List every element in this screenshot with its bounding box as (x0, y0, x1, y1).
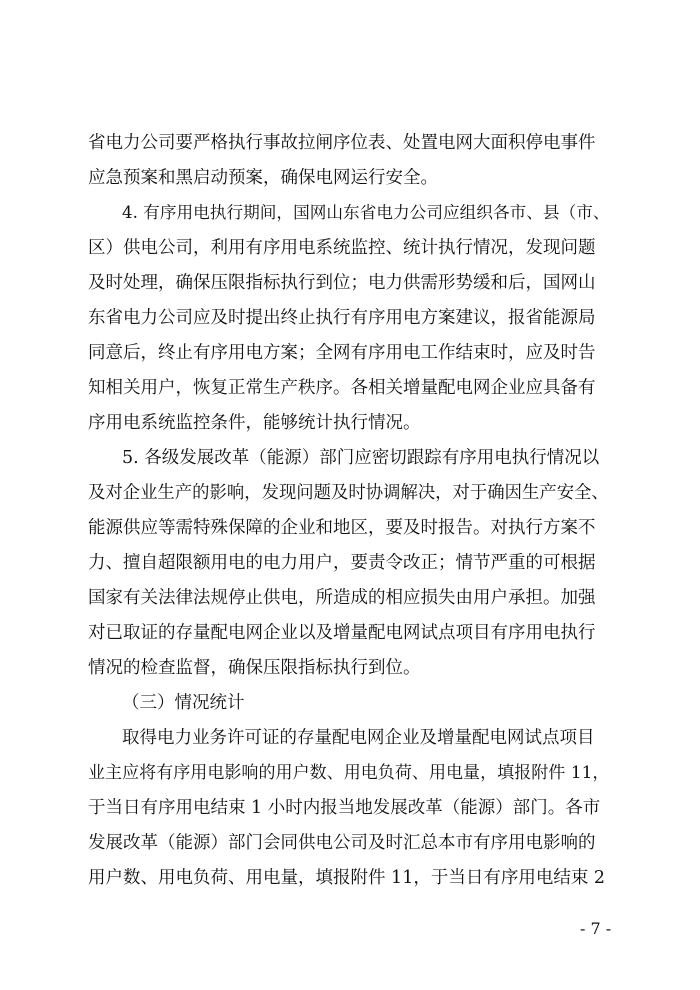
section-heading: （三）情况统计 (122, 693, 245, 713)
text-line: 力、擅自超限额用电的电力用户，要责令改正；情节严重的可根据 (88, 553, 596, 573)
text-line: 东省电力公司应及时提出终止执行有序用电方案建议，报省能源局 (88, 308, 596, 328)
text-line: 发展改革（能源）部门会同供电公司及时汇总本市有序用电影响的 (88, 833, 596, 853)
text-line: 4. 有序用电执行期间，国网山东省电力公司应组织各市、县（市、 (122, 203, 610, 222)
text-line: 5. 各级发展改革（能源）部门应密切跟踪有序用电执行情况以 (122, 448, 600, 468)
text-line: 及对企业生产的影响，发现问题及时协调解决，对于确因生产安全、 (88, 483, 609, 503)
page-number: - 7 - (580, 919, 612, 938)
text-line: 国家有关法律法规停止供电，所造成的相应损失由用户承担。加强 (88, 588, 596, 608)
text-line: 知相关用户，恢复正常生产秩序。各相关增量配电网企业应具备有 (88, 378, 596, 398)
text-line: 情况的检查监督，确保压限指标执行到位。 (88, 658, 421, 678)
text-line: 业主应将有序用电影响的用户数、用电负荷、用电量，填报附件 11， (88, 763, 610, 783)
text-line: 省电力公司要严格执行事故拉闸序位表、处置电网大面积停电事件 (88, 133, 596, 153)
text-line: 能源供应等需特殊保障的企业和地区，要及时报告。对执行方案不 (88, 518, 596, 538)
text-line: 及时处理，确保压限指标执行到位；电力供需形势缓和后，国网山 (88, 273, 596, 293)
text-line: 取得电力业务许可证的存量配电网企业及增量配电网试点项目 (122, 728, 595, 748)
text-line: 同意后，终止有序用电方案；全网有序用电工作结束时，应及时告 (88, 343, 596, 363)
text-line: 用户数、用电负荷、用电量，填报附件 11，于当日有序用电结束 2 (88, 868, 606, 888)
text-line: 于当日有序用电结束 1 小时内报当地发展改革（能源）部门。各市 (88, 798, 601, 818)
text-line: 序用电系统监控条件，能够统计执行情况。 (88, 413, 421, 433)
text-line: 对已取证的存量配电网企业以及增量配电网试点项目有序用电执行 (88, 623, 596, 643)
text-line: 应急预案和黑启动预案，确保电网运行安全。 (88, 168, 438, 188)
text-line: 区）供电公司，利用有序用电系统监控、统计执行情况，发现问题 (88, 238, 596, 258)
